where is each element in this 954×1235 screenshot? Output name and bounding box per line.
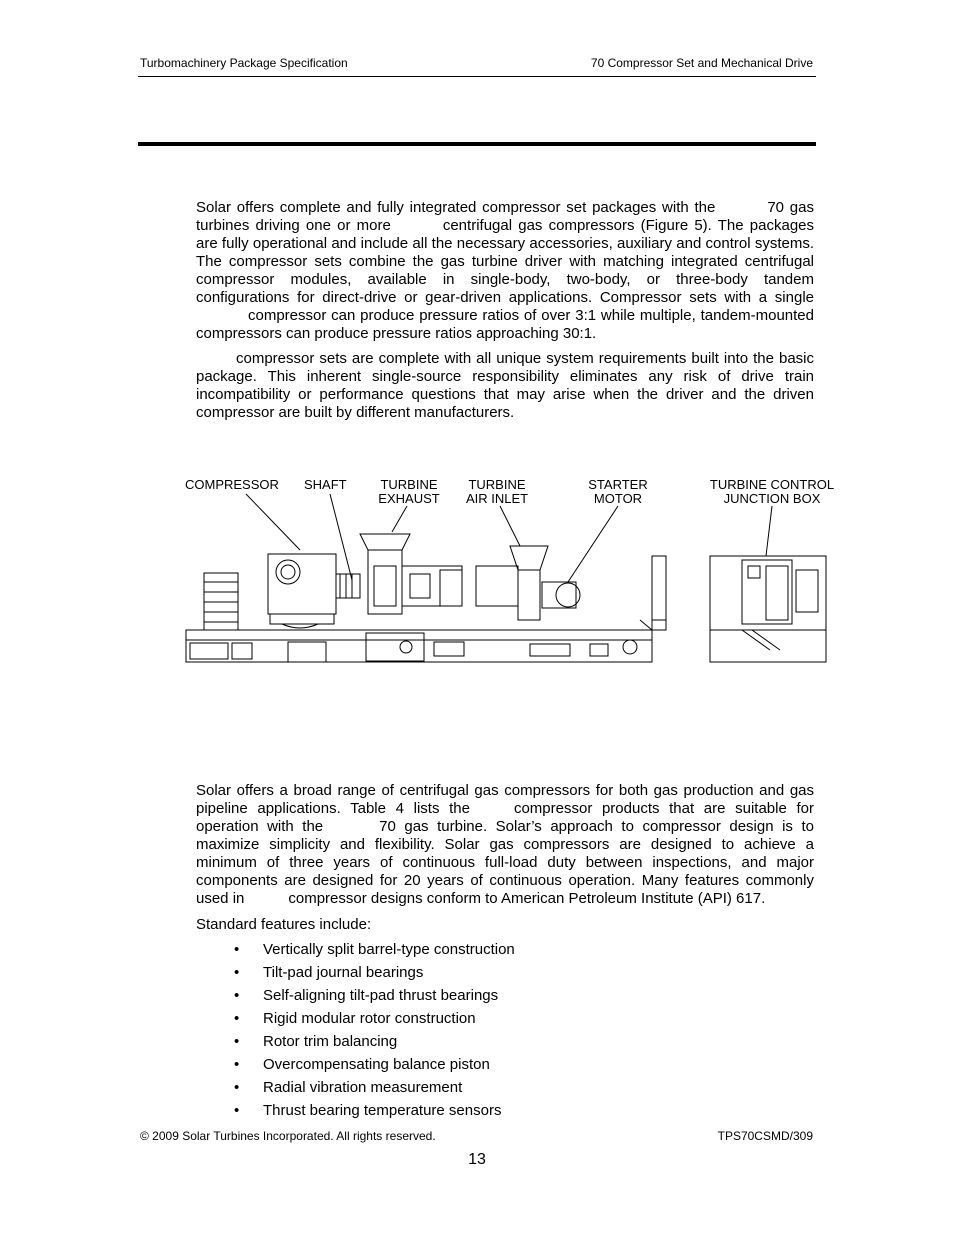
header-section-title: 70 Compressor Set and Mechanical Drive [590,56,813,70]
label-turbine-air-inlet: TURBINE AIR INLET [465,477,529,506]
list-item: • Self-aligning tilt-pad thrust bearings [234,987,499,1004]
list-item: • Rotor trim balancing [234,1033,398,1050]
list-item: • Rigid modular rotor construction [234,1010,476,1027]
list-item: • Vertically split barrel-type construction [234,941,515,958]
label-compressor: COMPRESSOR [185,477,279,492]
label-turbine-control-junction-box: TURBINE CONTROL JUNCTION BOX [709,477,835,506]
paragraph-features-intro: Standard features include: [196,916,372,933]
list-item: • Thrust bearing temperature sensors [234,1102,502,1119]
label-shaft: SHAFT [304,477,347,492]
paragraph-single-source: compressor sets are complete with all unique system requirements built into the basic package. This inherent single-source responsibility eliminates any risk of drive train incompatibility or performance questions that may arise when the driver and the driven compressor are built by different manufacturers. [196,350,814,421]
paragraph-compressor-range: Solar offers a broad range of centrifugal gas compressors for both gas production and gas pipeline applications. Table 4 lists the compressor products that are suitable for operation with the 70 gas turbine. Solar’s approach to compressor design is to maximize simplicity and flexibility. Solar gas compressors are designed to achieve a minimum of three years of continuous full-load duty between inspections, and major components are designed for 20 years of continuous operation. Many features commonly used in compressor designs conform to American Petroleum Institute (API) 617. [196,782,814,907]
footer-document-code: TPS70CSMD/309 [717,1129,813,1143]
compressor-set-drawing [170,470,850,690]
list-item: • Tilt-pad journal bearings [234,964,424,981]
paragraph-intro: Solar offers complete and fully integrated compressor set packages with the 70 gas turbines driving one or more centrifugal gas compressors (Figure 5). The packages are fully operational and include all the necessary accessories, auxiliary and control systems. The compressor sets combine the gas turbine driver with matching integrated centrifugal compressor modules, available in single-body, two-body, or three-body tandem configurations for direct-drive or gear-driven applications. Compressor sets with a singlecompressor can produce pressure ratios of over 3:1 while multiple, tandem-mounted compressors can produce pressure ratios approaching 30:1. [196,199,815,342]
page-number: 13 [468,1151,486,1168]
figure-compressor-set [170,470,850,690]
list-item: • Overcompensating balance piston [234,1056,490,1073]
label-turbine-exhaust: TURBINE EXHAUST [378,477,440,506]
header-document-title: Turbomachinery Package Specification [140,56,348,70]
footer-copyright: © 2009 Solar Turbines Incorporated. All rights reserved. [140,1129,436,1143]
features-list [234,941,515,1125]
header-divider [138,76,816,77]
list-item: • Radial vibration measurement [234,1079,463,1096]
section-divider [138,142,816,146]
label-starter-motor: STARTER MOTOR [588,477,648,506]
